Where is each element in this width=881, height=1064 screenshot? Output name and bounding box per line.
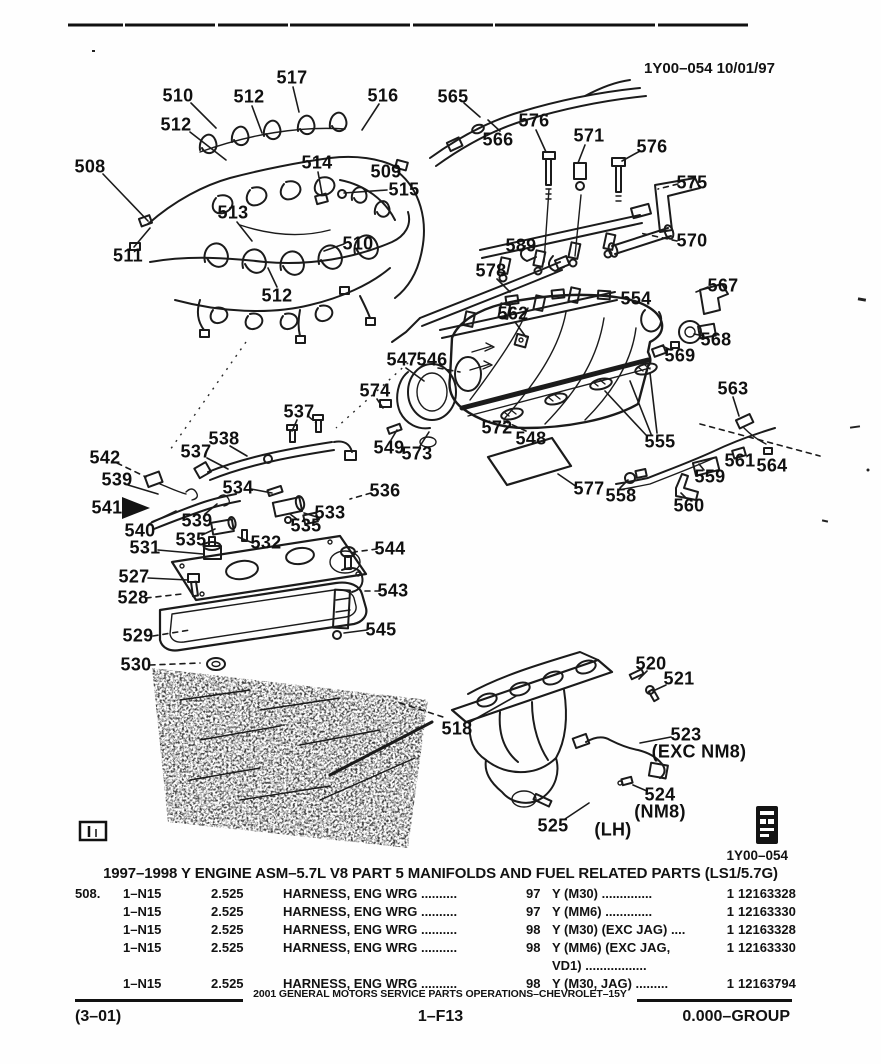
callout-561: 561 [724, 450, 756, 471]
table-row [75, 885, 835, 903]
cell-item [75, 939, 123, 975]
callout-554: 554 [620, 288, 652, 309]
doc-ref-bottom: 1Y00–054 [726, 848, 788, 863]
callout-572: 572 [481, 417, 513, 438]
doc-ref-top: 1Y00–054 10/01/97 [644, 60, 775, 77]
parts-rows [75, 885, 835, 993]
callout-562: 562 [497, 303, 529, 324]
callout-542: 542 [89, 447, 121, 468]
cell-desc: HARNESS, ENG WRG .......... [283, 886, 458, 901]
cell-part: 12163330 [738, 904, 796, 919]
callout-514: 514 [301, 152, 333, 173]
callout-537: 537 [283, 401, 315, 422]
callout-523: 523 [670, 724, 702, 745]
callout-512: 512 [160, 114, 192, 135]
footer-page-number: 1–F13 [417, 1008, 464, 1025]
cell-part: 12163328 [738, 886, 796, 901]
cell-qty: 1 [726, 886, 734, 901]
cell-code: 2.525 [211, 922, 244, 937]
callout-555: 555 [644, 431, 676, 452]
callout-578: 578 [475, 260, 507, 281]
callout-525: 525 [537, 815, 569, 836]
callout-576: 576 [518, 110, 550, 131]
callout-576: 576 [636, 136, 668, 157]
cell-model: Y (MM6) ............. [552, 904, 653, 919]
callout-571: 571 [573, 125, 605, 146]
callout-543: 543 [377, 580, 409, 601]
cell-ref: 1–N15 [123, 886, 162, 901]
cell-ref: 1–N15 [123, 904, 162, 919]
callout-558: 558 [605, 485, 637, 506]
cell-item: 508. [75, 886, 101, 901]
callout-564: 564 [756, 455, 788, 476]
callout-544: 544 [374, 538, 406, 559]
callout-538: 538 [208, 428, 240, 449]
callout-520: 520 [635, 653, 667, 674]
cell-qty: 1 [726, 922, 734, 937]
callout-509: 509 [370, 161, 402, 182]
callout-575: 575 [676, 172, 708, 193]
callout-589: 589 [505, 235, 537, 256]
cell-desc: HARNESS, ENG WRG .......... [283, 940, 458, 955]
cell-code: 2.525 [211, 976, 244, 991]
callout-532: 532 [250, 532, 282, 553]
callout-513: 513 [217, 202, 249, 223]
callout-541: 541 [91, 497, 123, 518]
cell-year: 98 [526, 940, 541, 955]
footer-group-code: 0.000–GROUP [682, 1008, 790, 1025]
callout-559: 559 [694, 466, 726, 487]
cell-code: 2.525 [211, 904, 244, 919]
cell-part: 12163794 [738, 976, 796, 991]
cell-part: 12163328 [738, 922, 796, 937]
callout-529: 529 [122, 625, 154, 646]
cell-part: 12163330 [738, 940, 796, 955]
callout-518: 518 [441, 718, 473, 739]
callout-533: 533 [314, 502, 346, 523]
callout-549: 549 [373, 437, 405, 458]
callout-539: 539 [181, 510, 213, 531]
callout-nm8: (NM8) [634, 801, 686, 822]
callout-excnm8: (EXC NM8) [651, 741, 747, 762]
callout-540: 540 [124, 520, 156, 541]
cell-model: Y (MM6) (EXC JAG, VD1) ................. [552, 939, 718, 975]
cell-qty: 1 [726, 976, 734, 991]
cell-desc: HARNESS, ENG WRG .......... [283, 922, 458, 937]
callout-515: 515 [388, 179, 420, 200]
callout-521: 521 [663, 668, 695, 689]
cell-year: 97 [526, 886, 541, 901]
callout-545: 545 [365, 619, 397, 640]
callout-535: 535 [290, 515, 322, 536]
callout-563: 563 [717, 378, 749, 399]
cell-year: 98 [526, 922, 541, 937]
cell-ref: 1–N15 [123, 976, 162, 991]
cell-qty: 1 [726, 940, 734, 955]
cell-year: 97 [526, 904, 541, 919]
cell-year: 98 [526, 976, 541, 991]
callout-512: 512 [233, 86, 265, 107]
table-row [75, 921, 835, 939]
callout-511: 511 [113, 245, 143, 266]
cell-code: 2.525 [211, 940, 244, 955]
cell-item [75, 921, 123, 939]
callout-560: 560 [673, 495, 705, 516]
cell-code: 2.525 [211, 886, 244, 901]
callout-530: 530 [120, 654, 152, 675]
callout-524: 524 [644, 784, 676, 805]
callout-516: 516 [367, 85, 399, 106]
callout-517: 517 [276, 67, 308, 88]
callout-577: 577 [573, 478, 605, 499]
cell-desc: HARNESS, ENG WRG .......... [283, 976, 458, 991]
callout-534: 534 [222, 477, 254, 498]
page-title: 1997–1998 Y ENGINE ASM–5.7L V8 PART 5 MANIFOLDS AND FUEL RELATED PARTS (LS1/5.7G) [103, 865, 778, 882]
callout-574: 574 [359, 380, 391, 401]
callout-568: 568 [700, 329, 732, 350]
footer-date-code: (3–01) [75, 1008, 122, 1025]
cell-model: Y (M30) (EXC JAG) .... [552, 922, 686, 937]
callout-565: 565 [437, 86, 469, 107]
cell-item [75, 903, 123, 921]
callout-546: 546 [416, 349, 448, 370]
table-row [75, 903, 835, 921]
footer-rule-left [75, 999, 243, 1002]
callout-569: 569 [664, 345, 696, 366]
cell-model-line2: VD1) ................. [552, 958, 647, 973]
cell-qty: 1 [726, 904, 734, 919]
callout-567: 567 [707, 275, 739, 296]
callout-539: 539 [101, 469, 133, 490]
callout-lh: (LH) [594, 819, 632, 840]
callout-547: 547 [386, 349, 418, 370]
cell-model: Y (M30) .............. [552, 886, 653, 901]
callout-566: 566 [482, 129, 514, 150]
callout-528: 528 [117, 587, 149, 608]
callout-512: 512 [261, 285, 293, 306]
callout-508: 508 [74, 156, 106, 177]
table-row [75, 939, 835, 975]
cell-item [75, 975, 123, 993]
footer-note: 2001 GENERAL MOTORS SERVICE PARTS OPERATIONS–CHEVROLET–15Y [253, 988, 627, 1000]
cell-desc: HARNESS, ENG WRG .......... [283, 904, 458, 919]
cell-ref: 1–N15 [123, 940, 162, 955]
callout-548: 548 [515, 428, 547, 449]
callout-536: 536 [369, 480, 401, 501]
callout-510: 510 [162, 85, 194, 106]
callout-570: 570 [676, 230, 708, 251]
footer-rule-right [637, 999, 792, 1002]
callout-535: 535 [175, 529, 207, 550]
callout-510: 510 [342, 233, 374, 254]
callout-527: 527 [118, 566, 150, 587]
cell-model: Y (M30, JAG) ......... [552, 976, 669, 991]
callout-537: 537 [180, 441, 212, 462]
callout-573: 573 [401, 443, 433, 464]
cell-ref: 1–N15 [123, 922, 162, 937]
callout-531: 531 [129, 537, 161, 558]
